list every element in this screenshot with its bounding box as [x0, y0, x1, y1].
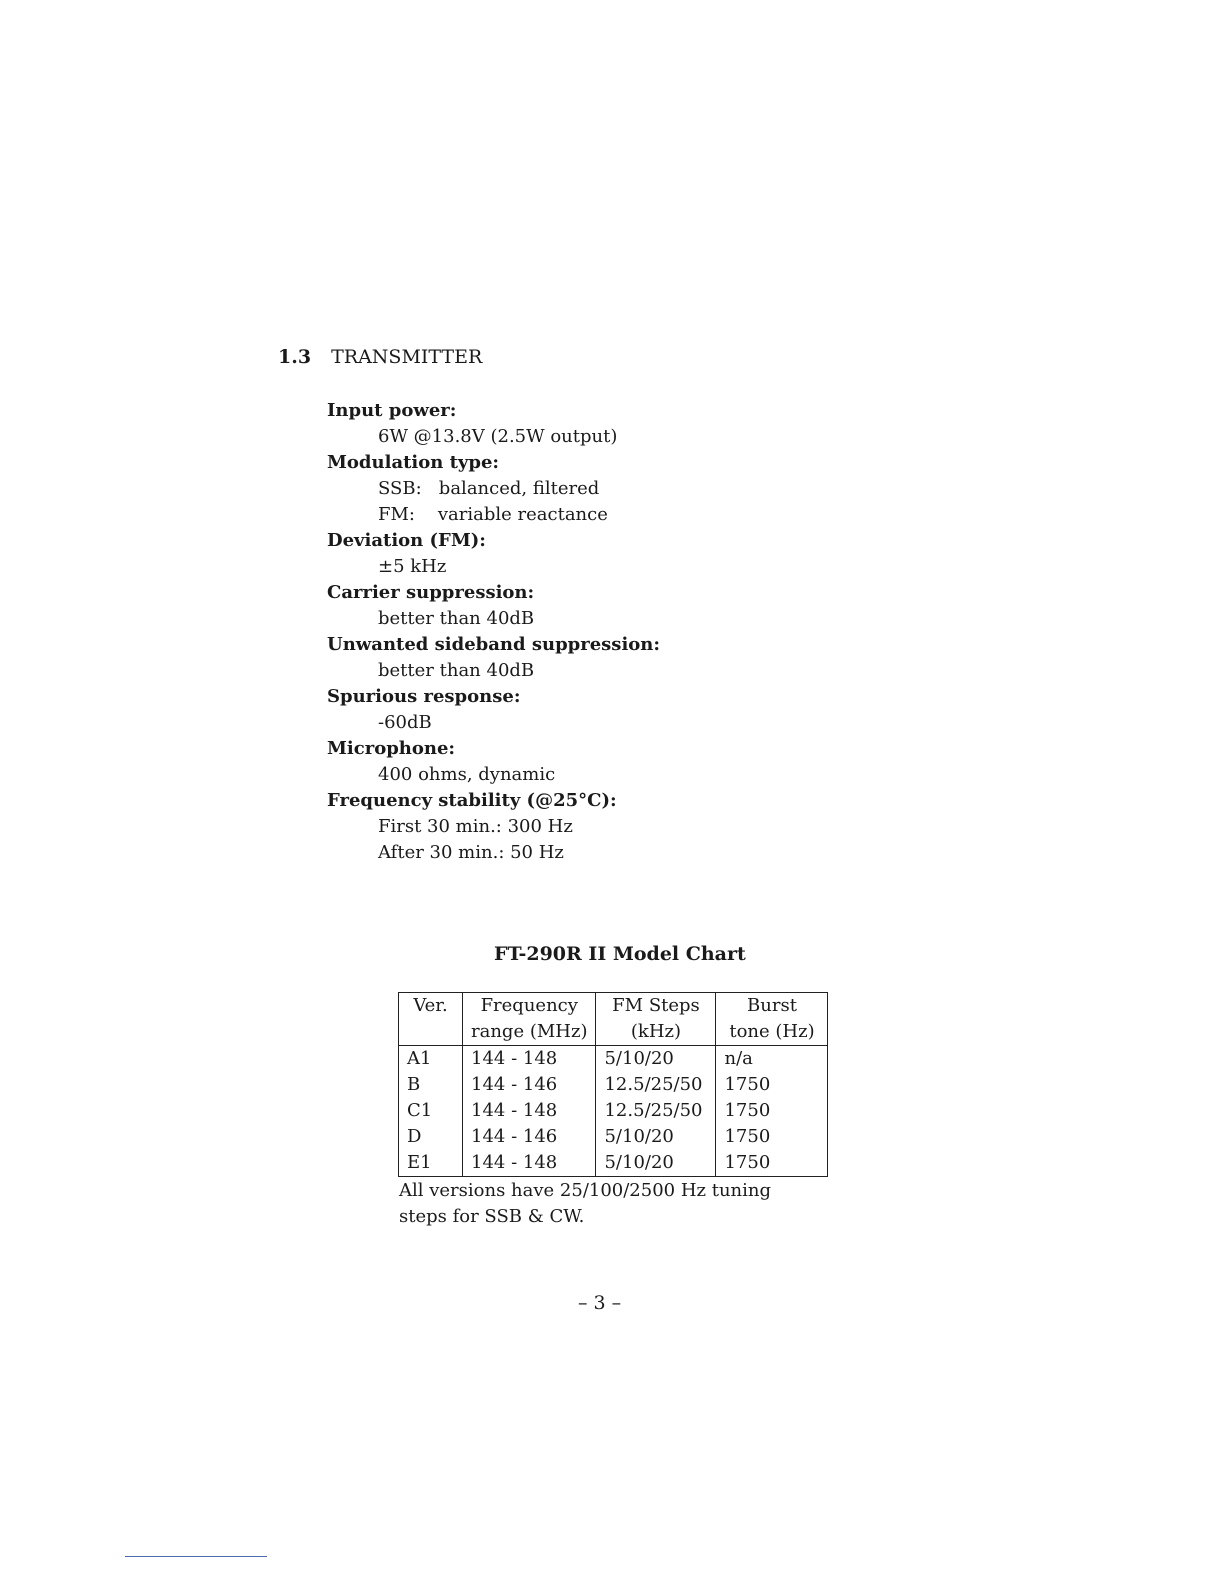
header-line: Burst [747, 995, 797, 1016]
header-frequency [463, 993, 596, 1046]
spec-microphone [327, 736, 927, 788]
spec-frequency-stability [327, 788, 927, 866]
table-row [399, 1124, 828, 1150]
spec-value: After 30 min.: 50 Hz [378, 842, 564, 863]
cell-ver: D [399, 1124, 463, 1150]
spec-value: ±5 kHz [378, 556, 447, 577]
cell-fm-steps: 12.5/25/50 [596, 1098, 716, 1124]
spec-value: better than 40dB [378, 660, 535, 681]
cell-fm-steps: 5/10/20 [596, 1150, 716, 1177]
section-heading [278, 346, 482, 368]
footer-rule [125, 1556, 267, 1557]
cell-burst-tone: 1750 [716, 1150, 828, 1177]
spec-label: Deviation (FM): [327, 530, 486, 551]
cell-burst-tone: 1750 [716, 1098, 828, 1124]
table-row [399, 1046, 828, 1073]
cell-burst-tone: 1750 [716, 1072, 828, 1098]
spec-input-power [327, 398, 927, 450]
spec-value: First 30 min.: 300 Hz [378, 816, 573, 837]
cell-ver: A1 [399, 1046, 463, 1073]
spec-carrier-suppression [327, 580, 927, 632]
cell-frequency: 144 - 146 [463, 1072, 596, 1098]
cell-burst-tone: 1750 [716, 1124, 828, 1150]
spec-label: Frequency stability (@25°C): [327, 790, 617, 811]
cell-ver: C1 [399, 1098, 463, 1124]
cell-frequency: 144 - 148 [463, 1098, 596, 1124]
cell-frequency: 144 - 148 [463, 1150, 596, 1177]
spec-label: Carrier suppression: [327, 582, 535, 603]
spec-value: -60dB [378, 712, 432, 733]
spec-list [327, 398, 927, 866]
cell-ver: B [399, 1072, 463, 1098]
header-line: range (MHz) [471, 1021, 588, 1042]
spec-value: better than 40dB [378, 608, 535, 629]
chart-title: FT-290R II Model Chart [494, 943, 746, 965]
table-header-row [399, 993, 828, 1046]
table-row [399, 1098, 828, 1124]
section-number: 1.3 [278, 346, 312, 368]
header-fm-steps [596, 993, 716, 1046]
cell-fm-steps: 5/10/20 [596, 1124, 716, 1150]
page-number: – 3 – [578, 1292, 622, 1314]
spec-label: Spurious response: [327, 686, 521, 707]
spec-deviation [327, 528, 927, 580]
header-line: Frequency [480, 995, 578, 1016]
spec-value: 400 ohms, dynamic [378, 764, 556, 785]
spec-value: SSB: balanced, filtered [378, 478, 600, 499]
cell-fm-steps: 5/10/20 [596, 1046, 716, 1073]
spec-spurious-response [327, 684, 927, 736]
header-burst-tone [716, 993, 828, 1046]
spec-value: 6W @13.8V (2.5W output) [378, 426, 618, 447]
header-line: FM Steps [612, 995, 700, 1016]
spec-value: FM: variable reactance [378, 504, 608, 525]
cell-frequency: 144 - 146 [463, 1124, 596, 1150]
spec-label: Modulation type: [327, 452, 500, 473]
spec-label: Input power: [327, 400, 457, 421]
cell-burst-tone: n/a [716, 1046, 828, 1073]
table-row [399, 1072, 828, 1098]
spec-modulation-type [327, 450, 927, 528]
table-row [399, 1150, 828, 1177]
model-chart-table [398, 992, 828, 1177]
spec-label: Microphone: [327, 738, 456, 759]
cell-fm-steps: 12.5/25/50 [596, 1072, 716, 1098]
section-title: TRANSMITTER [331, 346, 483, 368]
header-line: tone (Hz) [729, 1021, 815, 1042]
cell-frequency: 144 - 148 [463, 1046, 596, 1073]
header-line: (kHz) [630, 1021, 682, 1042]
cell-ver: E1 [399, 1150, 463, 1177]
spec-label: Unwanted sideband suppression: [327, 634, 661, 655]
chart-note: All versions have 25/100/2500 Hz tuning steps for SSB & CW. [399, 1180, 772, 1227]
spec-sideband-suppression [327, 632, 927, 684]
header-ver: Ver. [399, 993, 463, 1046]
